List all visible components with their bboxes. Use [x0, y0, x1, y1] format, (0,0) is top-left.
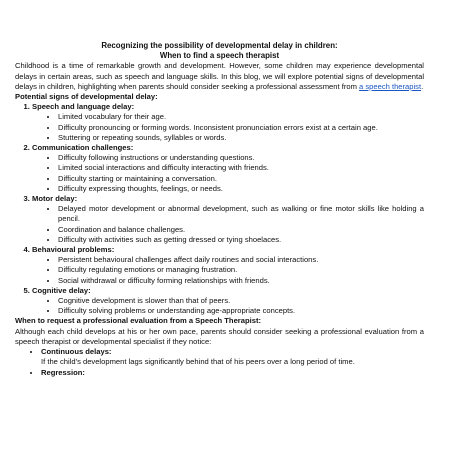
list-item: • Difficulty regulating emotions or managing frustration. — [58, 265, 424, 275]
section-cognitive — [32, 286, 424, 317]
intro-text: Childhood is a time of remarkable growth and development. However, some children may experience developmental delays in certain areas, such as speech and language skills. In this blog, we will explore potential signs of developmental delays in children, highlighting when parents should consider seeking a professional assessment from — [15, 61, 424, 91]
section-title: Behavioural problems: — [32, 245, 115, 255]
list-item: • Difficulty pronouncing or forming words. Inconsistent pronunciation errors exist at a certain age. — [58, 123, 424, 133]
list-item: • Cognitive development is slower than that of peers. — [58, 296, 424, 306]
title-line-2: When to find a speech therapist — [159, 51, 280, 61]
section-items — [32, 153, 424, 194]
section-items — [32, 204, 424, 245]
section-title: Speech and language delay: — [32, 102, 135, 112]
section-title: Cognitive delay: — [32, 285, 91, 295]
list-item: • Difficulty following instructions or understanding questions. — [58, 153, 424, 163]
section-items — [32, 112, 424, 143]
list-item: • Limited vocabulary for their age. — [58, 112, 424, 122]
notice-title: Continuous delays: — [41, 347, 112, 357]
list-item: • Persistent behavioural challenges affect daily routines and social interactions. — [58, 255, 424, 265]
list-item: • Social withdrawal or difficulty forming relationships with friends. — [58, 276, 424, 286]
list-item: • Difficulty starting or maintaining a conversation. — [58, 174, 424, 184]
when-paragraph: Although each child develops at his or her own pace, parents should consider seeking a professional evaluation from a speech therapist or developmental specialist if they notice: — [15, 326, 424, 346]
intro-paragraph — [15, 61, 424, 92]
section-behavioural — [32, 245, 424, 286]
notice-item-continuous — [41, 347, 424, 367]
intro-text-end: . — [421, 81, 424, 91]
list-item: • Difficulty expressing thoughts, feelings, or needs. — [58, 184, 424, 194]
document-title — [15, 41, 424, 61]
section-title: Communication challenges: — [32, 143, 134, 153]
list-item: • Limited social interactions and difficulty interacting with friends. — [58, 163, 424, 173]
notice-title: Regression: — [41, 367, 85, 377]
section-items — [32, 255, 424, 286]
list-item: • Stuttering or repeating sounds, syllables or words. — [58, 133, 424, 143]
list-item: • Coordination and balance challenges. — [58, 225, 424, 235]
notice-list — [15, 347, 424, 378]
list-item: • Delayed motor development or abnormal development, such as walking or fine motor skills like holding a pencil. — [58, 204, 424, 224]
speech-therapist-link[interactable]: a speech therapist — [359, 81, 422, 91]
section-speech — [32, 102, 424, 143]
list-item: • Difficulty solving problems or understanding age-appropriate concepts. — [58, 306, 424, 316]
section-items — [32, 296, 424, 316]
document-page — [15, 41, 424, 378]
signs-list — [15, 102, 424, 316]
notice-text: If the child's development lags significantly behind that of his peers over a long period of time. — [41, 357, 355, 367]
signs-heading: Potential signs of developmental delay: — [15, 92, 158, 102]
section-motor — [32, 194, 424, 245]
notice-item-regression — [41, 368, 424, 378]
when-heading: When to request a professional evaluation from a Speech Therapist: — [15, 316, 262, 326]
title-line-1: Recognizing the possibility of developmental delay in children: — [101, 41, 338, 50]
section-title: Motor delay: — [32, 194, 78, 204]
section-communication — [32, 143, 424, 194]
list-item: • Difficulty with activities such as getting dressed or tying shoelaces. — [58, 235, 424, 245]
